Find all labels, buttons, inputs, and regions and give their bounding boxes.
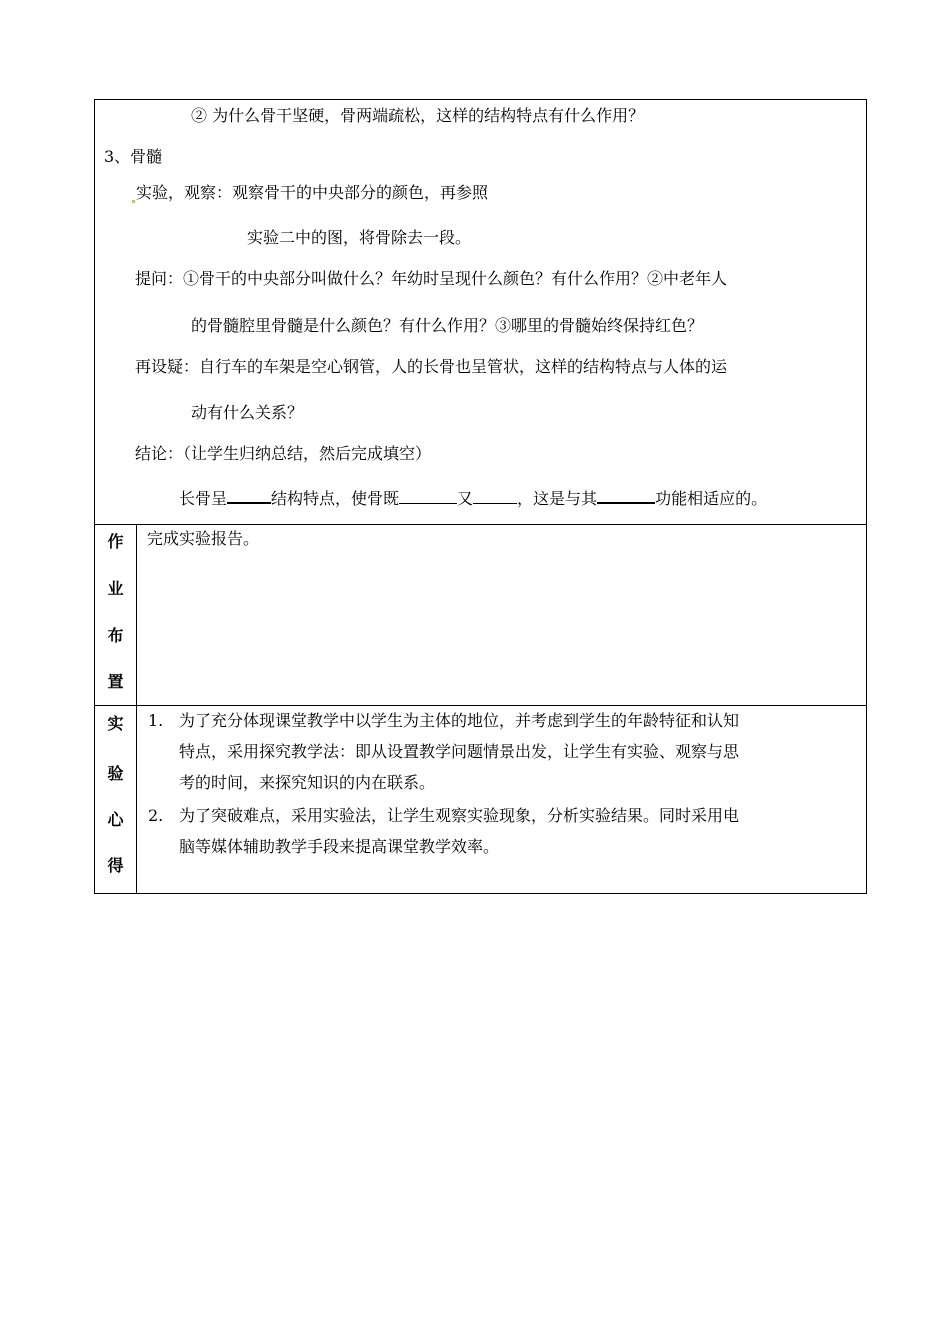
- reflection-item-number: 1.: [148, 711, 164, 730]
- lesson-table: [94, 99, 867, 894]
- fill-blank-sentence: 长骨呈 结构特点，使骨既 又 ，这是与其 功能相适应的。: [179, 486, 767, 509]
- homework-label-char: 置: [107, 672, 124, 691]
- blank-3[interactable]: [473, 487, 517, 504]
- reflection-label-char: 验: [107, 764, 124, 783]
- heading-bone-marrow: 3、骨髓: [104, 147, 163, 166]
- reflection-item-number: 2.: [148, 806, 164, 825]
- edit-mark-icon: [132, 200, 135, 203]
- doubt-line-2: 动有什么关系？: [191, 403, 304, 422]
- reflection-item-line: 脑等媒体辅助教学手段来提高课堂教学效率。: [179, 837, 500, 856]
- homework-label-char: 布: [107, 626, 124, 645]
- blank-4[interactable]: [597, 486, 655, 504]
- reflection-item-line: 为了充分体现课堂教学中以学生为主体的地位，并考虑到学生的年龄特征和认知: [179, 711, 740, 730]
- experiment-line-1: 实验，观察：观察骨干的中央部分的颜色，再参照: [132, 183, 488, 203]
- row-divider: [95, 705, 866, 706]
- reflection-label-char: 心: [107, 810, 124, 829]
- reflection-item-line: 考的时间，来探究知识的内在联系。: [179, 773, 436, 792]
- blank-2[interactable]: [399, 487, 457, 504]
- blank-1[interactable]: [227, 486, 271, 504]
- homework-content: 完成实验报告。: [147, 529, 260, 548]
- reflection-label-char: 得: [107, 856, 124, 875]
- homework-label-char: 作: [107, 532, 124, 551]
- experiment-line-2: 实验二中的图，将骨除去一段。: [247, 228, 472, 247]
- question-2: ② 为什么骨干坚硬，骨两端疏松，这样的结构特点有什么作用？: [191, 106, 645, 125]
- ask-line-2: 的骨髓腔里骨髓是什么颜色？有什么作用？③哪里的骨髓始终保持红色？: [191, 316, 704, 335]
- reflection-item-line: 为了突破难点，采用实验法，让学生观察实验现象，分析实验结果。同时采用电: [179, 806, 740, 825]
- conclusion-line: 结论：（让学生归纳总结，然后完成填空）: [135, 444, 432, 463]
- row-divider: [95, 524, 866, 525]
- reflection-label-char: 实: [107, 714, 124, 733]
- doubt-line-1: 再设疑：自行车的车架是空心钢管，人的长骨也呈管状，这样的结构特点与人体的运: [135, 357, 728, 376]
- homework-label-char: 业: [107, 579, 124, 598]
- column-divider: [136, 524, 137, 893]
- ask-line-1: 提问：①骨干的中央部分叫做什么？年幼时呈现什么颜色？有什么作用？②中老年人: [135, 269, 728, 288]
- reflection-item-line: 特点，采用探究教学法：即从设置教学问题情景出发，让学生有实验、观察与思: [179, 742, 740, 761]
